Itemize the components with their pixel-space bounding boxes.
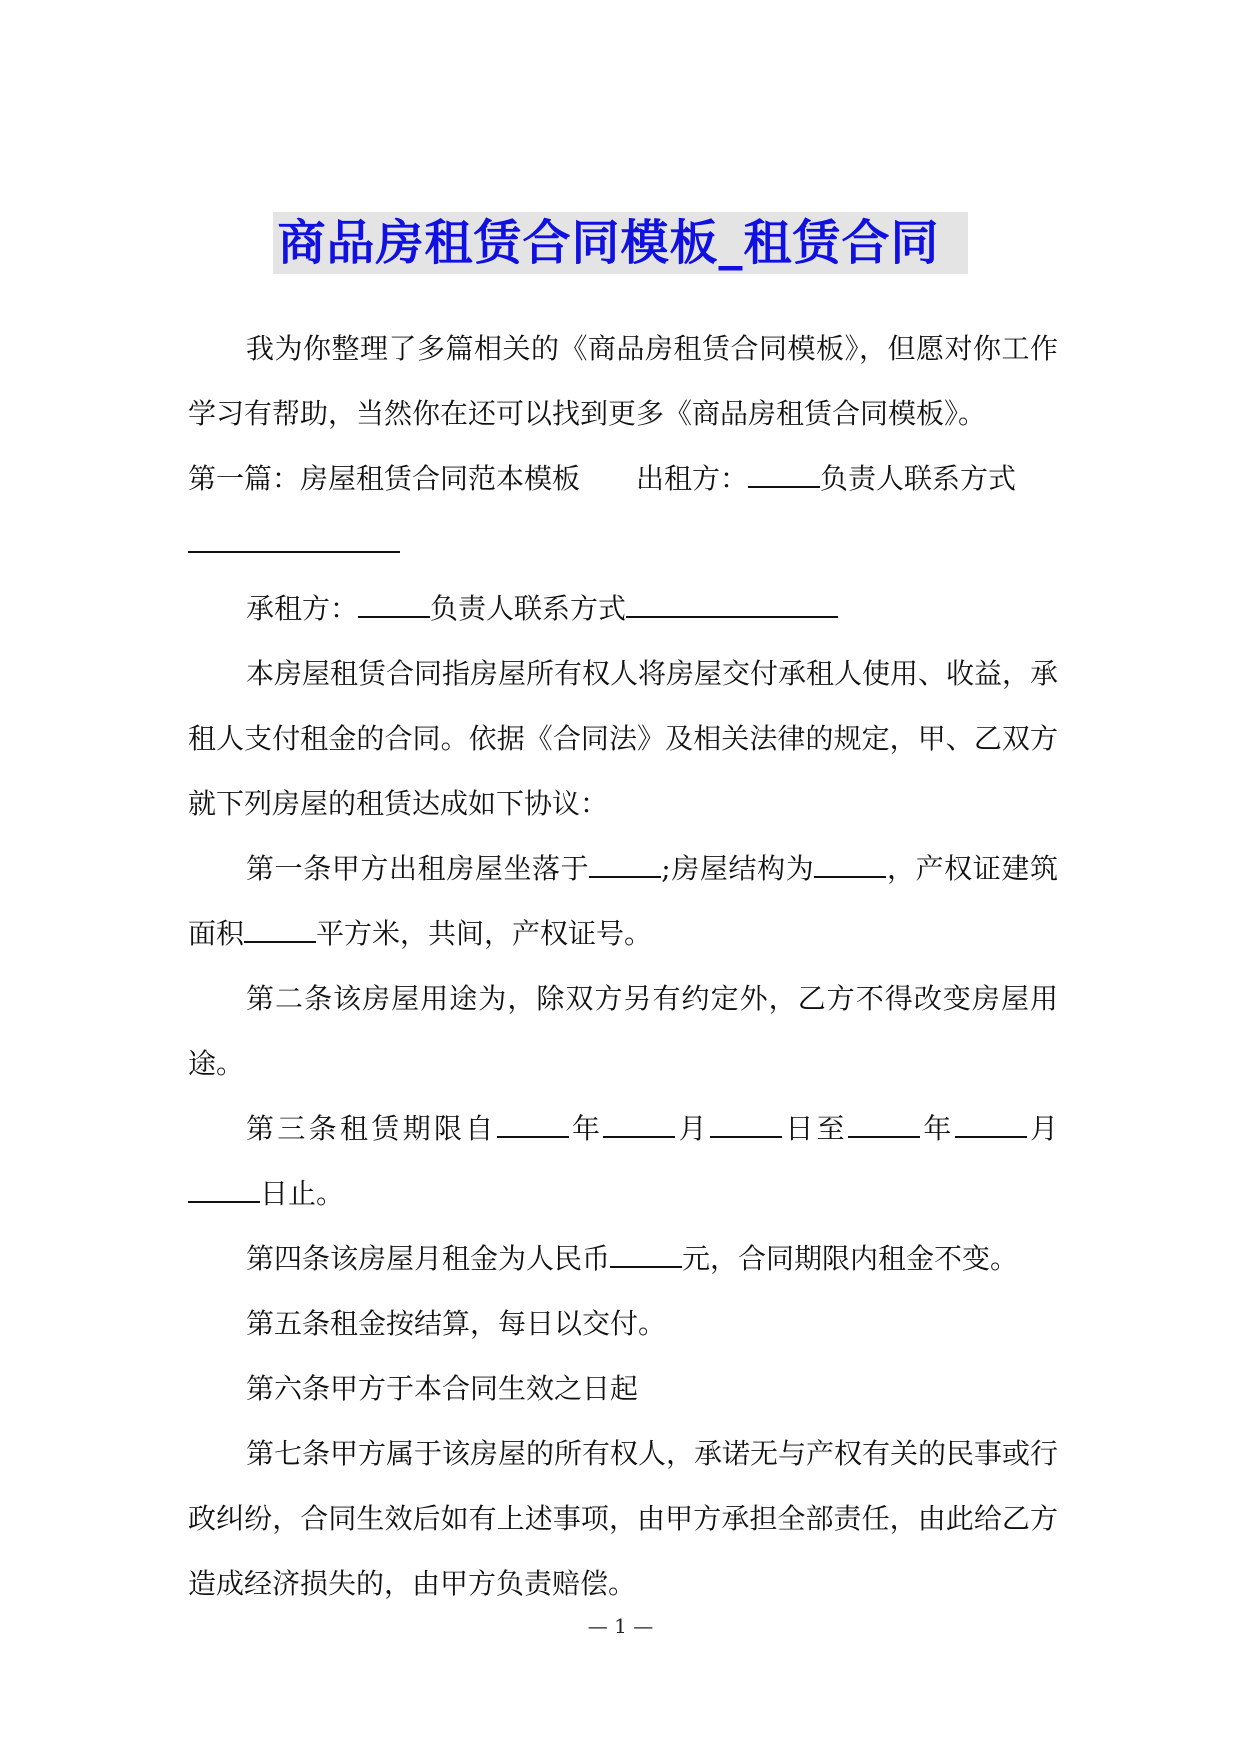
part1-lessor-label: 第一篇：房屋租赁合同范本模板 出租方： [188,462,749,495]
article-5: 第五条租金按结算，每日以交付。 [246,1307,667,1340]
part1-contact-label: 负责人联系方式 [820,462,1017,495]
lessee-label: 承租方： [246,592,359,625]
blank-line [358,594,430,618]
article-3-text-a: 第三条租赁期限自 [246,1112,497,1145]
article-1-text-c: ，产权证建筑面积 [188,852,1058,950]
article-4-text-a: 第四条该房屋月租金为人民币 [246,1242,611,1275]
article-3-month: 月 [675,1112,710,1145]
blank-line [188,529,400,553]
blank-line [610,1244,682,1268]
title-container [0,212,1241,274]
blank-line [603,1114,675,1138]
blank-line [497,1114,569,1138]
article-3 [188,1096,1058,1226]
article-3-day-to: 日至 [781,1112,848,1145]
article-4-text-b: 元，合同期限内租金不变。 [682,1242,1019,1275]
blank-paragraph [188,511,1058,576]
blank-line [710,1114,782,1138]
intro-text: 我为你整理了多篇相关的《商品房租赁合同模板》，但愿对你工作学习有帮助，当然你在还可以找到更多《商品房租赁合同模板》。 [188,332,1058,430]
blank-line [814,854,886,878]
article-1 [188,836,1058,966]
lessee-contact-label: 负责人联系方式 [430,592,627,625]
definition-paragraph: 本房屋租赁合同指房屋所有权人将房屋交付承租人使用、收益，承租人支付租金的合同。依据《合同法》及相关法律的规定，甲、乙双方就下列房屋的租赁达成如下协议： [188,657,1059,820]
article-3-end: 日止。 [260,1177,345,1210]
article-7: 第七条甲方属于该房屋的所有权人，承诺无与产权有关的民事或行政纠纷，合同生效后如有上述事项，由甲方承担全部责任，由此给乙方造成经济损失的，由甲方负责赔偿。 [188,1437,1059,1600]
blank-line [244,919,316,943]
blank-line [589,854,661,878]
article-3-year: 年 [568,1112,604,1145]
article-1-text-a: 第一条甲方出租房屋坐落于 [246,852,590,885]
blank-line [848,1114,920,1138]
document-body [188,316,1058,1616]
page-number: — 1 — [587,1614,654,1638]
article-1-text-b: ;房屋结构为 [661,852,815,885]
blank-line [626,594,838,618]
blank-line [188,1179,260,1203]
lessee-paragraph [188,576,1058,641]
intro-paragraph [188,316,1058,511]
article-4 [188,1226,1058,1291]
blank-line [955,1114,1027,1138]
article-1-text-d: 平方米，共间，产权证号。 [316,917,653,950]
article-3-month-2: 月 [1026,1112,1058,1145]
article-6: 第六条甲方于本合同生效之日起 [246,1372,639,1405]
article-2: 第二条该房屋用途为，除双方另有约定外，乙方不得改变房屋用途。 [188,982,1058,1080]
article-3-year-2: 年 [919,1112,955,1145]
blank-line [748,464,820,488]
document-title: 商品房租赁合同模板_租赁合同 [273,212,967,274]
